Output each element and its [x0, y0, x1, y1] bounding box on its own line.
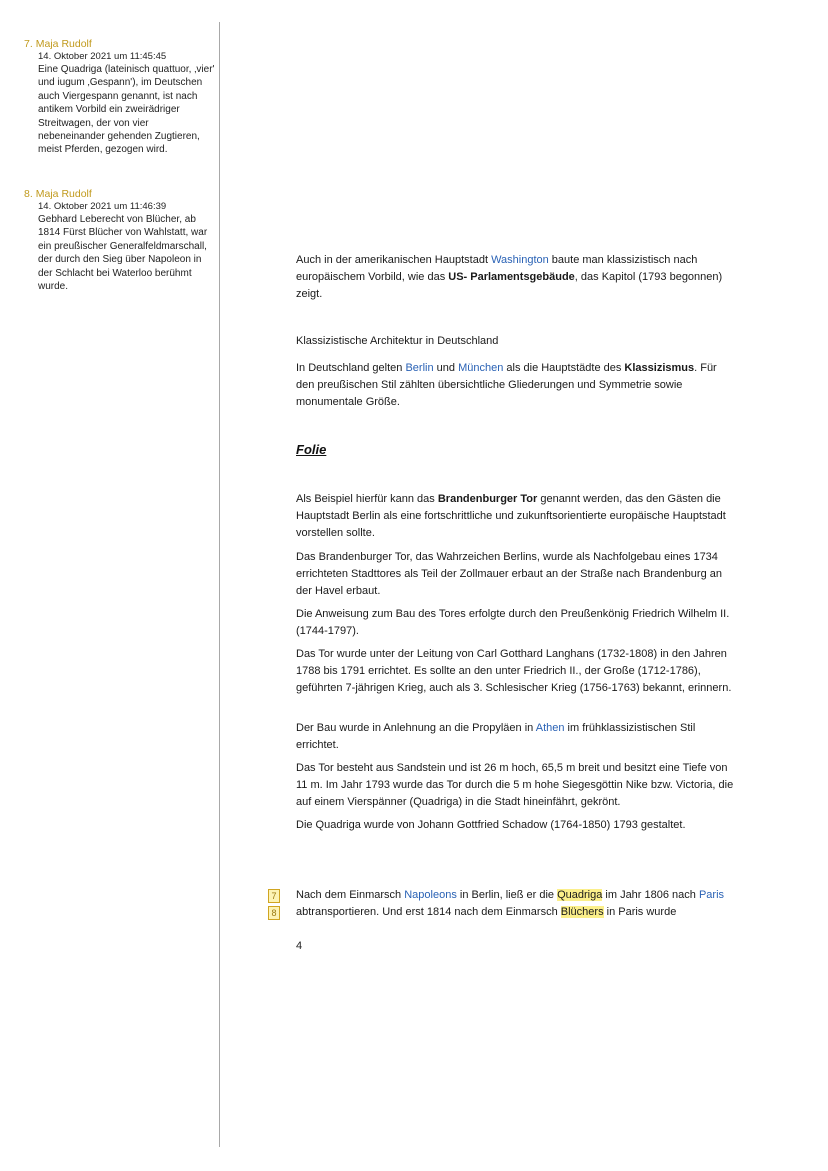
- text-run: genannt werden, das den Gästen die Hauptstadt Berlin als eine fortschrittliche und zukunftsorientierte europäische Hauptstadt vorstellen sollte.: [296, 493, 726, 539]
- comment-header: [24, 188, 216, 201]
- paragraph-schadow: Die Quadriga wurde von Johann Gottfried Schadow (1764-1850) 1793 gestaltet.: [296, 819, 686, 831]
- paragraph-washington: [296, 252, 736, 303]
- comment-marker-8[interactable]: 8: [268, 906, 280, 920]
- paragraph-anweisung: Die Anweisung zum Bau des Tores erfolgte durch den Preußenkönig Friedrich Wilhelm II. (1744-1797).: [296, 608, 730, 637]
- comment-author: Maja Rudolf: [35, 188, 92, 200]
- section-heading: Klassizistische Architektur in Deutschland: [296, 335, 499, 347]
- link-athen[interactable]: Athen: [535, 722, 565, 734]
- link-berlin[interactable]: Berlin: [405, 362, 434, 374]
- comment-number: 7.: [24, 38, 33, 50]
- comment-date: 14. Oktober 2021 um 11:46:39: [38, 201, 167, 212]
- folie-heading: [296, 441, 736, 460]
- link-paris[interactable]: Paris: [698, 889, 725, 901]
- comment-number: 8.: [24, 188, 33, 200]
- text-run: Auch in der amerikanischen Hauptstadt: [296, 254, 492, 266]
- comment-7[interactable]: [24, 38, 216, 157]
- text-run: , das Kapitol (1793 begonnen) zeigt.: [296, 271, 723, 300]
- comment-text: Eine Quadriga (lateinisch quattuor, ‚vier' und iugum ‚Gespann'), im Deutschen auch Viergespann genannt, ist nach antikem Vorbild ein zweirädriger Streitwagen, der von vier nebeneinander gehenden Zugtieren, meist Pferden, gezogen wird.: [38, 64, 215, 156]
- link-muenchen[interactable]: München: [458, 362, 504, 374]
- paragraph-langhans: Das Tor wurde unter der Leitung von Carl Gotthard Langhans (1732-1808) in den Jahren 1788 bis 1791 errichtet. Es sollte an den unter Friedrich II., der Große (1712-1786), geführten 7-jährigen Krieg, auch als 3. Schlesischer Krieg (1756-1763) bekannt, erinnern.: [296, 648, 732, 694]
- highlight-quadriga[interactable]: Quadriga: [557, 889, 603, 901]
- link-napoleons[interactable]: Napoleons: [404, 889, 457, 901]
- paragraph-wahrzeichen: Das Brandenburger Tor, das Wahrzeichen Berlins, wurde als Nachfolgebau eines 1734 errichteten Stadttores als Teil der Zollmauer erbaut an der Straße nach Brandenburg an der Havel erbaut.: [296, 551, 722, 597]
- comment-text: Gebhard Leberecht von Blücher, ab 1814 Fürst Blücher von Wahlstatt, war ein preußischer Generalfeldmarschall, der durch den Sieg über Napoleon in der Schlacht bei Waterloo berühmt wurde.: [38, 214, 208, 293]
- text-run: als die Hauptstädte des: [503, 362, 625, 374]
- text-run: abtransportieren. Und erst 1814 nach dem Einmarsch: [296, 906, 561, 918]
- text-run: im frühklassizistischen Stil errichtet.: [296, 722, 696, 751]
- comment-date: 14. Oktober 2021 um 11:45:45: [38, 51, 167, 62]
- comment-author: Maja Rudolf: [35, 38, 92, 50]
- paragraph-brandenburger-tor: [296, 491, 736, 542]
- text-run: in Paris wurde: [603, 906, 677, 918]
- text-run: . Für den preußischen Stil zählten übersichtliche Gliederungen und Symmetrie sowie monumentale Größe.: [296, 362, 717, 408]
- text-run: Der Bau wurde in Anlehnung an die Propyläen in: [296, 722, 536, 734]
- bold-us-parlamentsgebaeude: US- Parlamentsgebäude: [448, 271, 575, 283]
- text-run: In Deutschland gelten: [296, 362, 406, 374]
- text-run: und: [433, 362, 459, 374]
- paragraph-propylaeen: [296, 720, 736, 754]
- link-washington[interactable]: Washington: [491, 254, 549, 266]
- comment-8[interactable]: [24, 188, 216, 293]
- comment-marker-7[interactable]: 7: [268, 889, 280, 903]
- text-run: im Jahr 1806 nach: [602, 889, 699, 901]
- text-run: Nach dem Einmarsch: [296, 889, 405, 901]
- text-run: in Berlin, ließ er die: [456, 889, 558, 901]
- text-run: baute man klassizistisch nach europäischem Vorbild, wie das: [296, 254, 698, 283]
- paragraph-napoleon: [296, 887, 736, 921]
- highlight-bluechers[interactable]: Blüchers: [560, 906, 604, 918]
- comment-header: [24, 38, 216, 51]
- paragraph-sandstein: Das Tor besteht aus Sandstein und ist 26 m hoch, 65,5 m breit und besitzt eine Tiefe von 11 m. Im Jahr 1793 wurde das Tor durch die 5 m hohe Siegesgöttin Nike bzw. Victoria, die auf einem Vierspänner (Quadriga) in die Stadt hineinfährt, gekrönt.: [296, 762, 734, 808]
- paragraph-deutschland: [296, 360, 736, 411]
- comment-sidebar: [0, 0, 219, 1171]
- text-run: Als Beispiel hierfür kann das: [296, 493, 438, 505]
- bold-klassizismus: Klassizismus: [624, 362, 695, 374]
- bold-brandenburger-tor: Brandenburger Tor: [437, 493, 538, 505]
- page-number: 4: [296, 940, 303, 952]
- folie-label: Folie: [296, 442, 327, 457]
- sidebar-divider: [219, 22, 220, 1147]
